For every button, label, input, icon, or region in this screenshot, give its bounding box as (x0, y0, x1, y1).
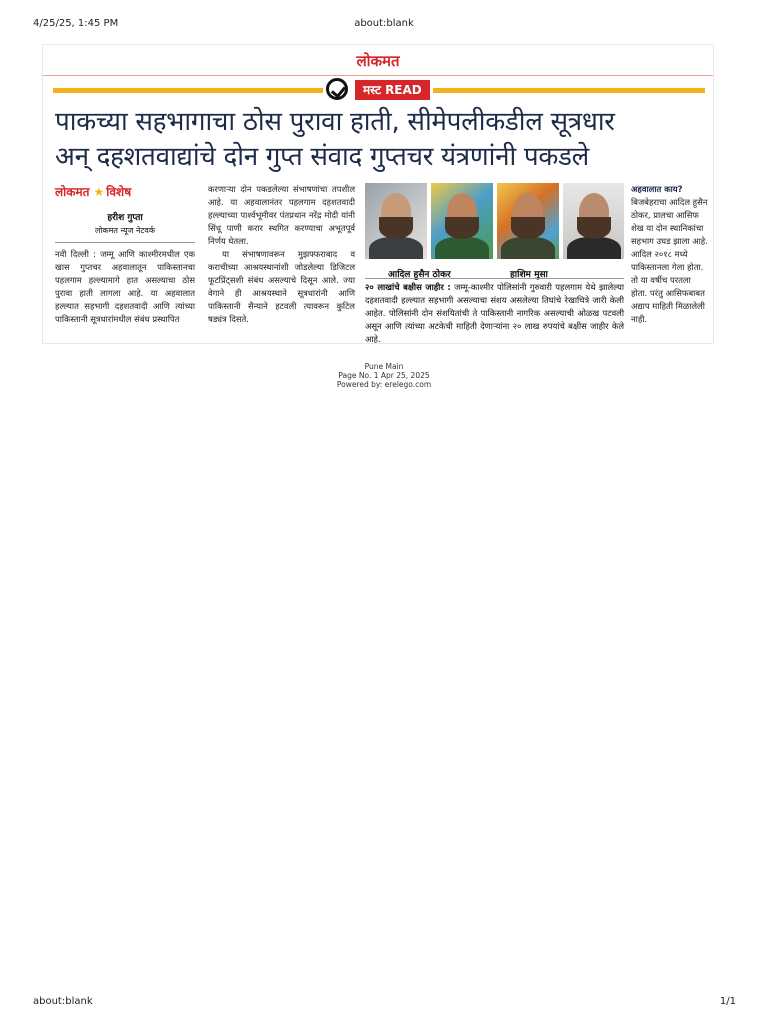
suspect-sketch-2 (497, 183, 559, 259)
masthead-rule (43, 75, 713, 76)
print-datetime: 4/25/25, 1:45 PM (33, 18, 119, 29)
edition-name: Pune Main (364, 362, 404, 371)
brand-row (55, 183, 195, 200)
reward-text (365, 281, 624, 344)
column-2-body-2: या संभाषणावरून मुझफ्फराबाद व कराचीच्या आश्रयस्थानांशी जोडलेल्या डिजिटल फूटप्रिंट्सशी संबंध असल्याचे दिसून आले. ज्या वेगाने ही आश्रयस्थाने सूत्रधारांनी आणि पाकिस्तानी सैन्याने हटवली त्यावरून कुटिल षड्यंत्र दिसते. (208, 249, 355, 324)
suspect-sketch-1 (431, 183, 493, 259)
headline (55, 105, 705, 175)
print-page-count: 1/1 (719, 996, 736, 1007)
reward-lead: २० लाखांचे बक्षीस जाहीर : (365, 282, 451, 292)
column-rule (55, 242, 195, 243)
byline-author: हरीश गुप्ता (107, 213, 143, 223)
photo-caption-2: हाशिम मुसा (510, 270, 548, 280)
column-2 (208, 183, 355, 326)
check-circle-icon (326, 78, 348, 100)
edition-footer (0, 362, 768, 389)
headline-line-1: पाकच्या सहभागाचा ठोस पुरावा हाती, सीमेपलीकडील सूत्रधार (55, 107, 615, 137)
photo-caption-1: आदिल हुसैन ठोकर (388, 270, 451, 280)
special-label: विशेष (106, 185, 132, 199)
column-1-body: नवी दिल्ली : जम्मू आणि काश्मीरमधील एक खास गुप्तचर अहवालातून पाकिस्तानचा पहलगाम हल्ल्यामागे हात असल्याचा ठोस पुरावा हाती लागला आहे. या अहवालात हल्ल्यात सहभागी दहशतवादी आणि त्यांच्या पाकिस्तानी सूत्रधारांमधील संबंध प्रस्थापित (55, 249, 195, 324)
sidebar-body: बिजबेहराचा आदिल हुसैन ठोकर, प्रालचा आसिफ शेख या दोन स्थानिकांचा सहभाग उघड झाला आहे. आदिल २०१८ मध्ये पाकिस्तानला गेला होता. तो या वर्षीच परतला होता. परंतु आसिफबाबत अद्याप माहिती मिळालेली नाही. (631, 197, 708, 324)
page-date: Page No. 1 Apr 25, 2025 (338, 371, 430, 380)
sidebar-column (631, 183, 709, 326)
brand-logo: लोकमत (55, 185, 90, 199)
powered-by: Powered by: erelego.com (336, 380, 432, 389)
column-1 (55, 183, 195, 326)
reward-body: जम्मू-काश्मीर पोलिसांनी गुरुवारी पहलगाम येथे झालेल्या दहशतवादी हल्ल्यात सहभागी असल्याचा संशय असलेल्या तिघांचे रेखाचित्रे जारी केली आहेत. पोलिसांनी दोन संशयितांची ते पाकिस्तानी नागरिक असल्याची ओळख पटवली असून आणि त्यांच्या अटकेची माहिती देणाऱ्यांना २० लाख रुपयांचे बक्षीस जाहीर केले आहे. (365, 282, 624, 344)
suspect-photo-1 (365, 183, 427, 259)
newspaper-clipping (42, 44, 714, 344)
yellow-band-right (433, 88, 705, 93)
suspect-photos (365, 183, 624, 259)
sidebar-question: अहवालात काय? (631, 184, 683, 194)
column-2-body-1: करणाऱ्या दोन पकडलेल्या संभाषणांचा तपशील आहे. या अहवालानंतर पहलगाम दहशतवादी हल्ल्याच्या पार्श्वभूमीवर पंतप्रधान नरेंद्र मोदी यांनी सिंधू पाणी करार स्थगित करण्याचा अभूतपूर्व निर्णय घेतला. (208, 184, 355, 246)
reward-rule (365, 278, 624, 279)
must-read-badge: मस्ट READ (355, 80, 430, 100)
headline-line-2: अन् दहशतवाद्यांचे दोन गुप्त संवाद गुप्तचर यंत्रणांनी पकडले (55, 142, 589, 172)
suspect-photo-2 (563, 183, 624, 259)
print-url: about:blank (33, 996, 93, 1007)
masthead-logo: लोकमत (356, 52, 400, 70)
star-icon: ★ (93, 185, 105, 199)
yellow-band-left (53, 88, 323, 93)
byline-org: लोकमत न्यूज नेटवर्क (94, 226, 156, 235)
print-title: about:blank (354, 18, 414, 29)
